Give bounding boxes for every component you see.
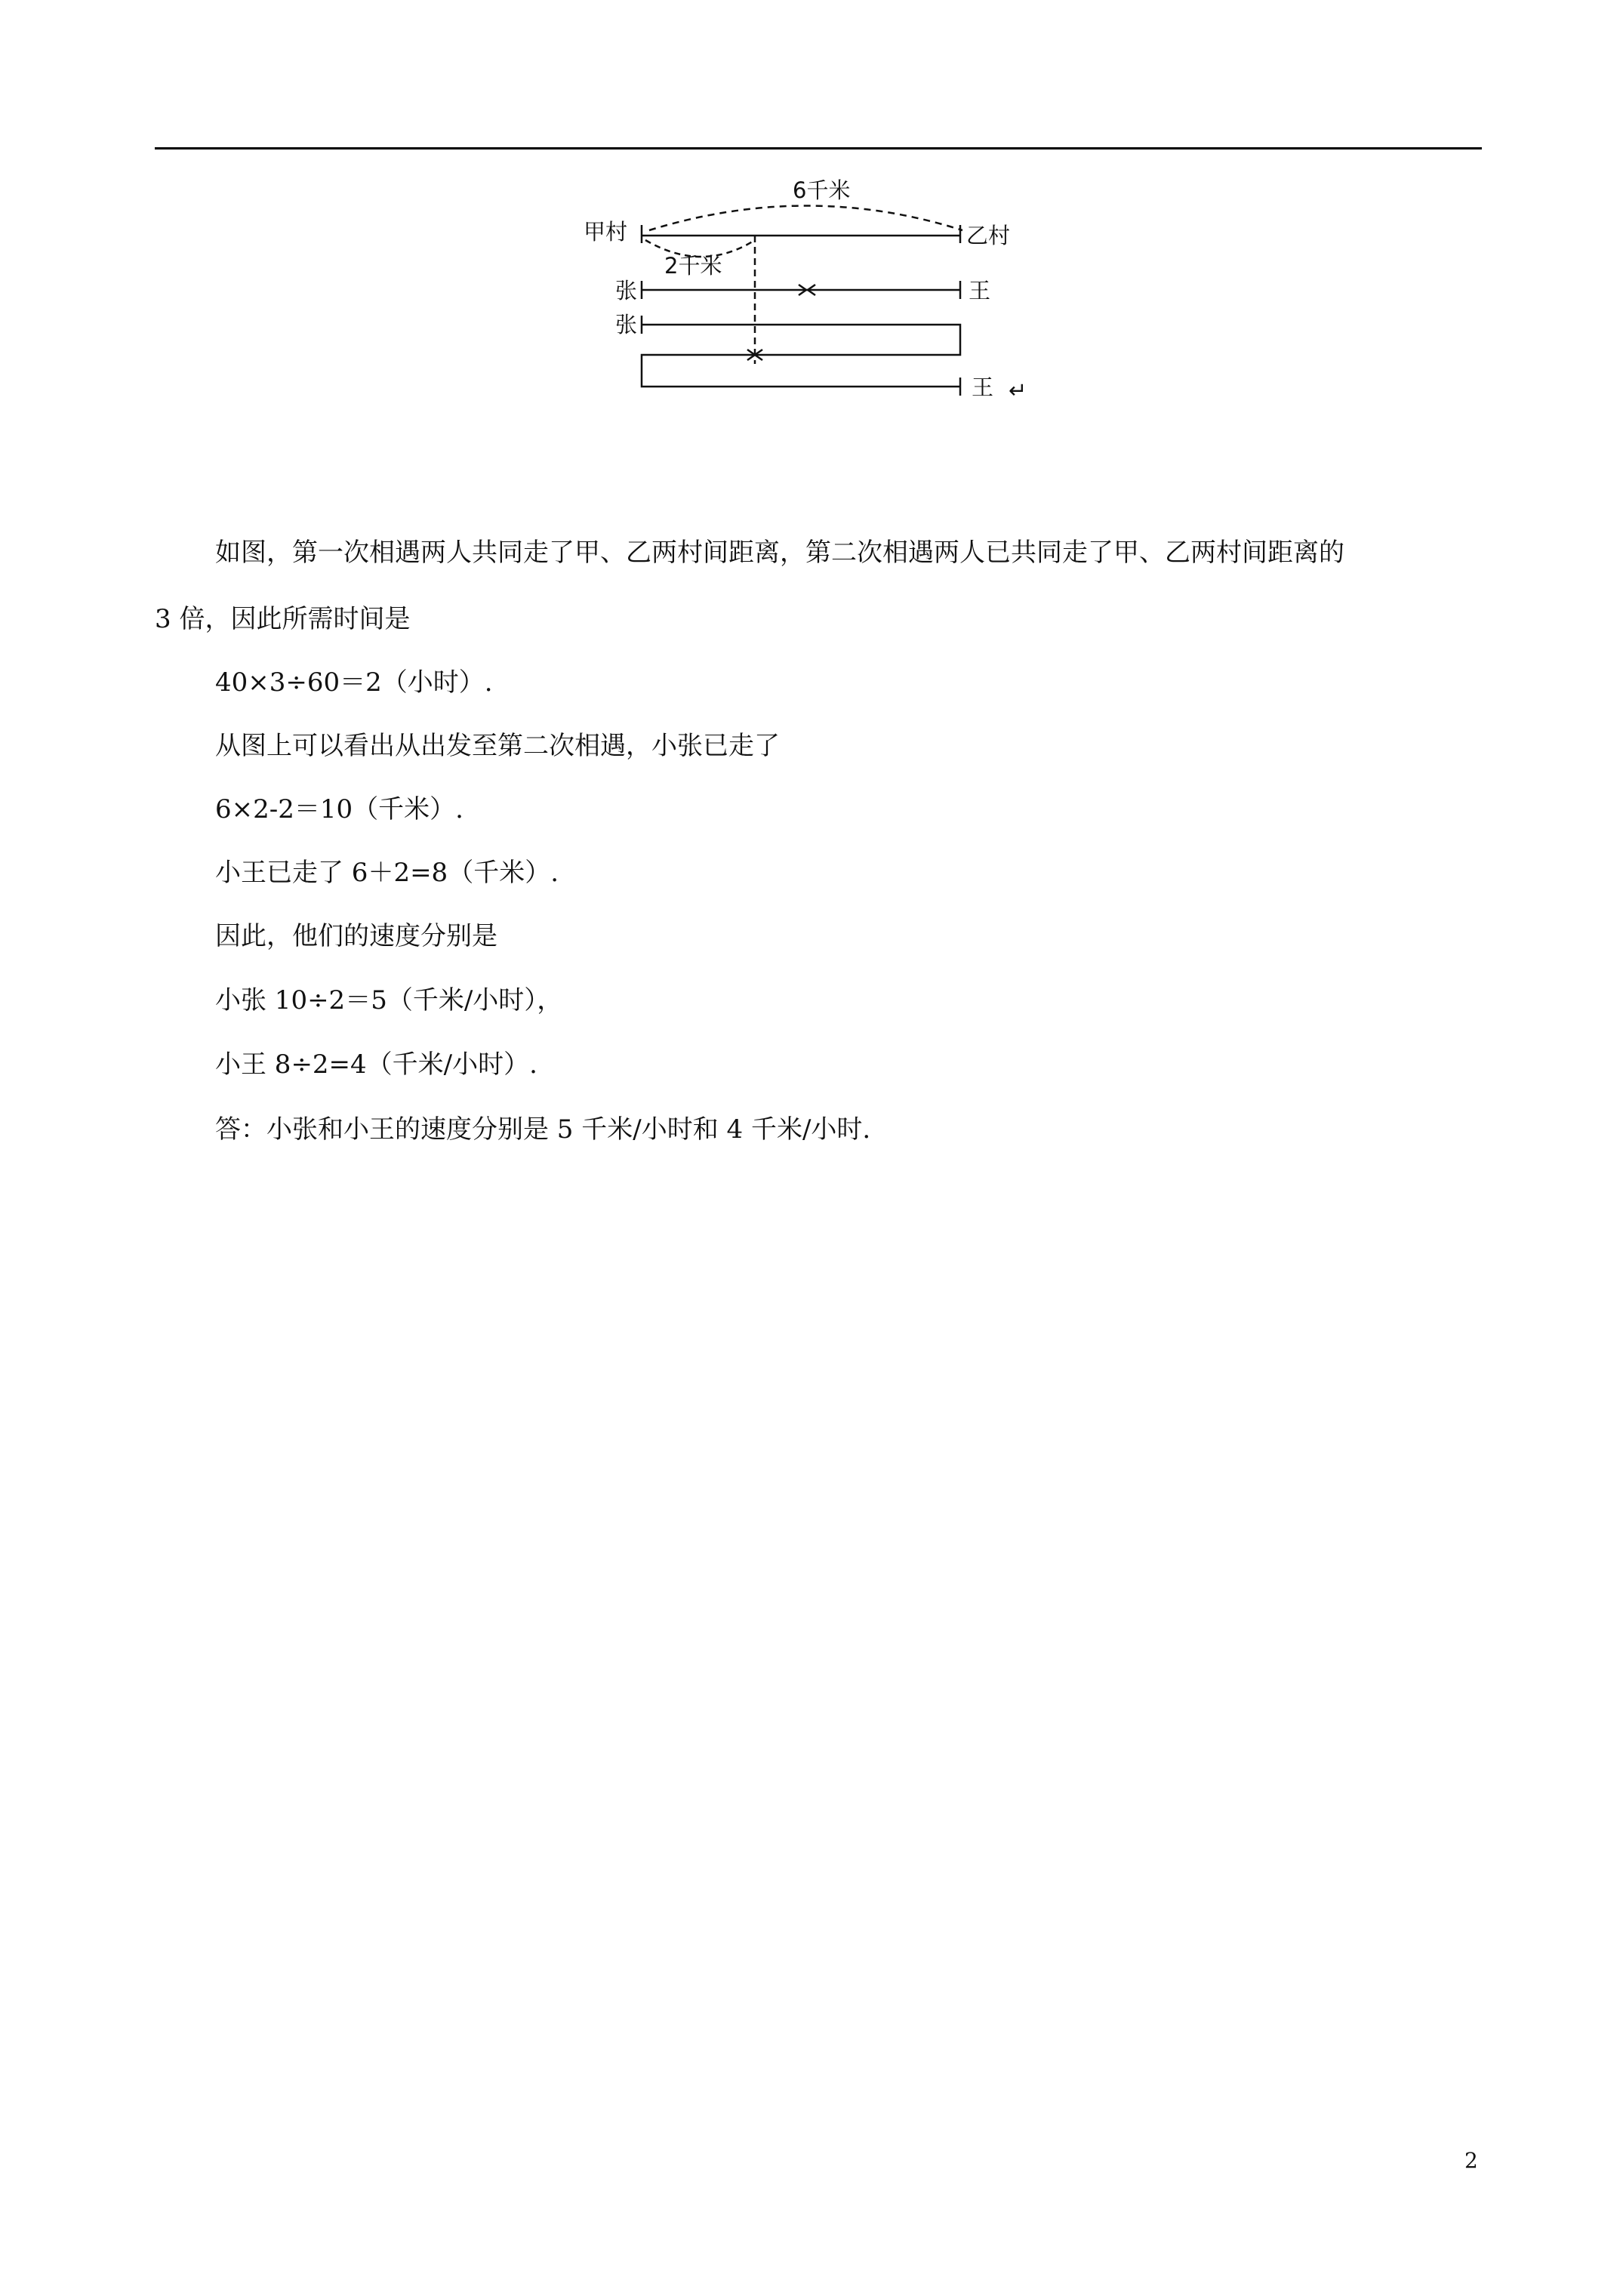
zhang-intro-text: 从图上可以看出从出发至第二次相遇，小张已走了 bbox=[215, 731, 780, 761]
village-a-label: 甲村 bbox=[584, 219, 628, 245]
wang-speed-equation: 小王 8÷2=4（千米/小时）. bbox=[215, 1049, 537, 1080]
zhang-distance-equation: 6×2-2＝10（千米）. bbox=[215, 794, 463, 824]
zhang-label-1: 张 bbox=[615, 278, 638, 304]
page-number: 2 bbox=[1464, 2148, 1478, 2173]
wang-distance-equation: 小王已走了 6＋2=8（千米）. bbox=[215, 858, 559, 888]
wang-path bbox=[642, 355, 960, 387]
solution-paragraph-line2: 3 倍，因此所需时间是 bbox=[155, 604, 411, 634]
near-distance-label: 2千米 bbox=[664, 253, 722, 279]
village-b-label: 乙村 bbox=[966, 223, 1011, 248]
zhang-path bbox=[642, 325, 960, 355]
meeting-diagram bbox=[0, 0, 1623, 453]
speeds-intro-text: 因此，他们的速度分别是 bbox=[215, 921, 497, 951]
total-distance-arc bbox=[649, 206, 962, 231]
wang-label-2: 王 bbox=[972, 374, 994, 400]
wang-label-1: 王 bbox=[969, 278, 991, 304]
zhang-label-2: 张 bbox=[615, 312, 638, 337]
return-mark: ↵ bbox=[1009, 378, 1027, 403]
zhang-speed-equation: 小张 10÷2＝5（千米/小时）， bbox=[215, 985, 563, 1015]
total-distance-label: 6千米 bbox=[793, 177, 851, 203]
answer-text: 答：小张和小王的速度分别是 5 千米/小时和 4 千米/小时. bbox=[215, 1114, 871, 1145]
time-equation: 40×3÷60＝2（小时）. bbox=[215, 667, 493, 698]
solution-paragraph-line1: 如图，第一次相遇两人共同走了甲、乙两村间距离，第二次相遇两人已共同走了甲、乙两村间距离的 bbox=[215, 538, 1344, 568]
